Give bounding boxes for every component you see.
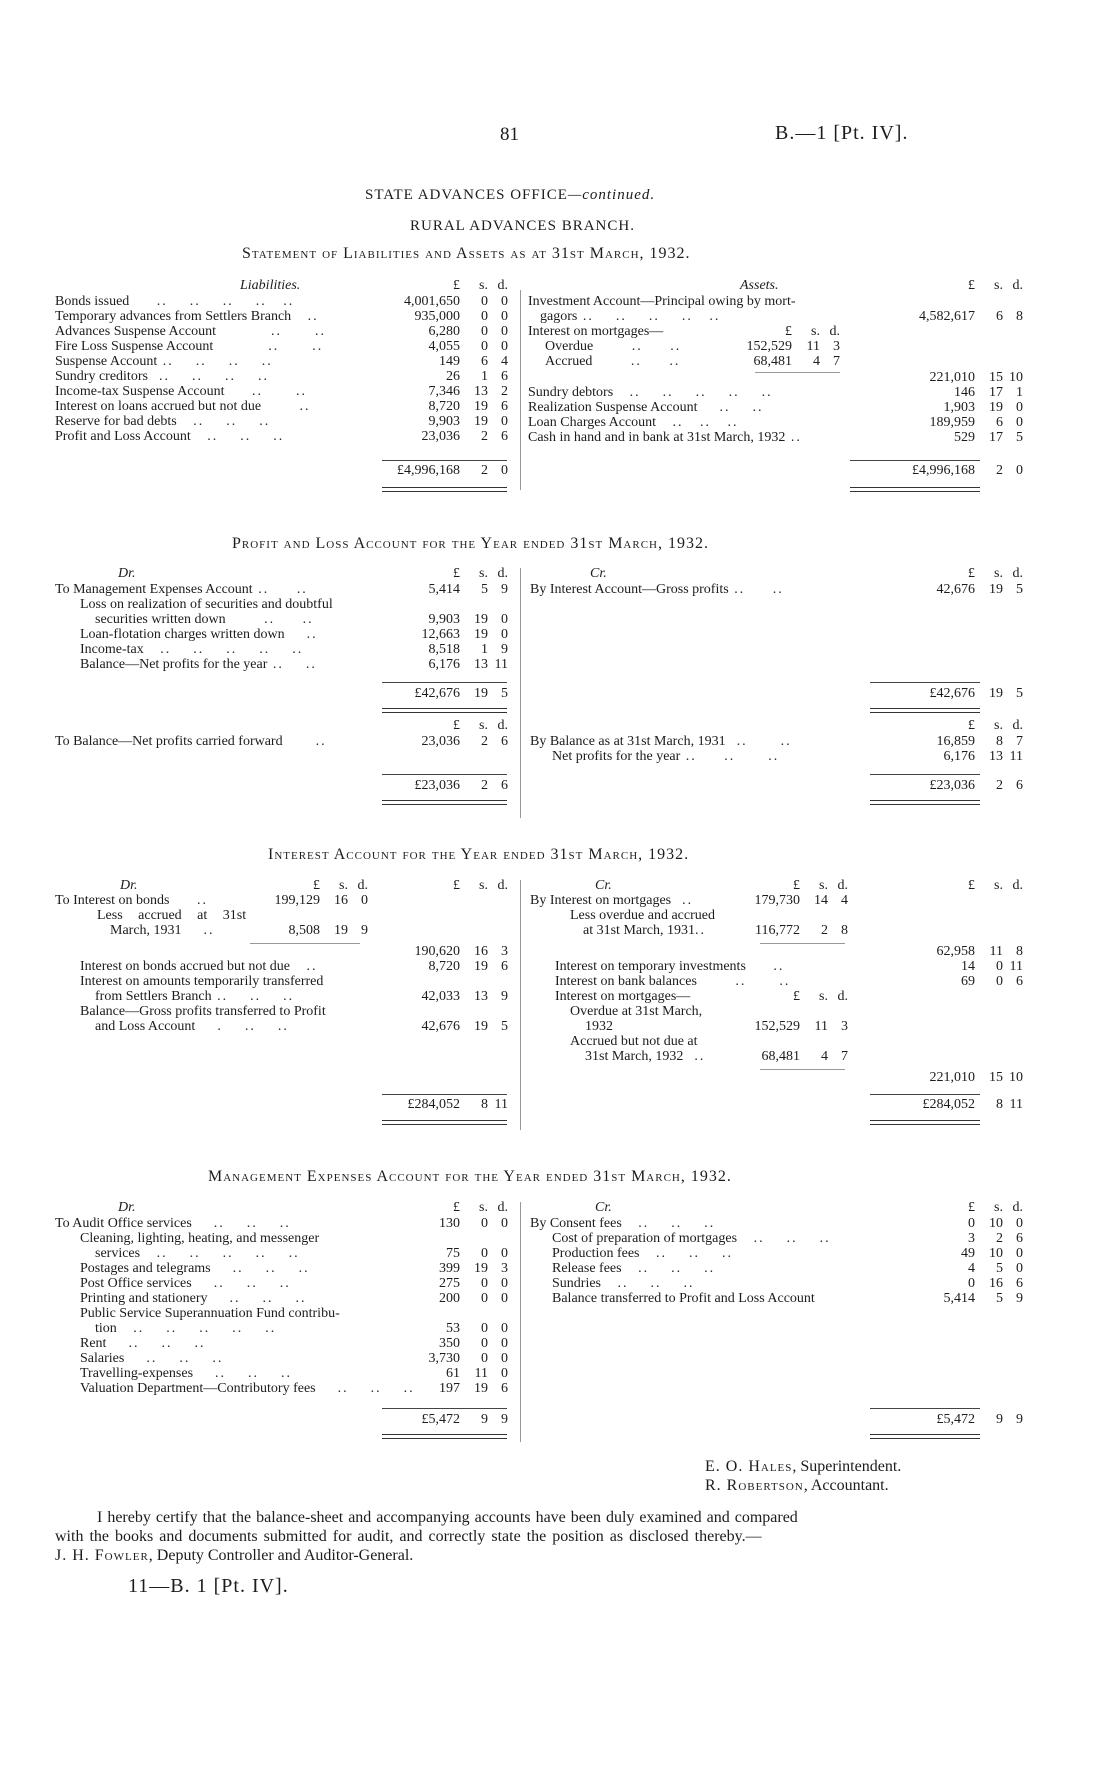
- int-cr-mortgages-amount: 179,730 14 4: [754, 893, 848, 908]
- int-cr-net-amount: 62,958 11 8: [936, 944, 1023, 959]
- mgmt-debit-row-amount: 53 0 0: [446, 1321, 508, 1336]
- liabilities-heading: Liabilities.: [240, 278, 301, 293]
- mgmt-credit-row-label: Production fees .. .. ..: [552, 1246, 733, 1261]
- profit-loss-title: Profit and Loss Account for the Year ended 31st March, 1932.: [232, 535, 709, 552]
- mgmt-credit-row-amount: 5,414 5 9: [943, 1291, 1023, 1306]
- pl-cr-heading: Cr.: [590, 566, 607, 581]
- asset-sundry-amount: 146 17 1: [954, 385, 1023, 400]
- management-account-title: Management Expenses Account for the Year ended 31st March, 1932.: [208, 1168, 732, 1185]
- int-net-bonds-amount: 190,620 16 3: [414, 944, 508, 959]
- int-mort-label: Interest on mortgages—: [555, 989, 691, 1004]
- pl-by-balance-amount: 16,859 8 7: [936, 734, 1023, 749]
- pl-loss-realization-label-1: Loss on realization of securities and doubtful: [80, 597, 333, 612]
- asset-investment-label-2: gagors .. .. .. .. ..: [540, 309, 721, 324]
- certification-line-3: J. H. Fowler, Deputy Controller and Auditor-General.: [55, 1547, 414, 1564]
- int-cr-mortgages-label: By Interest on mortgages ..: [530, 893, 694, 908]
- liability-row-label: Reserve for bad debts .. .. ..: [55, 414, 271, 429]
- pl-total-dr: £42,676 19 5: [414, 686, 508, 701]
- int-bank-label: Interest on bank balances .. ..: [555, 974, 791, 989]
- pl-total-cr: £42,676 19 5: [929, 686, 1023, 701]
- assets-total: £4,996,168 2 0: [912, 463, 1023, 478]
- int-transferred-amount: 42,033 13 9: [421, 989, 508, 1004]
- signature-accountant: R. Robertson, Accountant.: [705, 1477, 889, 1494]
- mgmt-credit-row-label: Balance transferred to Profit and Loss Account: [552, 1291, 815, 1306]
- int-mort-currency-header: £ s. d.: [793, 989, 848, 1004]
- mgmt-dr-currency-header: £ s. d.: [453, 1200, 508, 1215]
- int-less-accrued-label-1: Less accrued at 31st: [97, 908, 247, 923]
- assets-currency-header: £ s. d.: [968, 278, 1023, 293]
- liability-row-amount: 26 1 6: [446, 369, 508, 384]
- pl-by-balance-label: By Balance as at 31st March, 1931 .. ..: [530, 734, 792, 749]
- liability-row-label: Sundry creditors .. .. .. ..: [55, 369, 269, 384]
- mgmt-debit-row-label: Salaries .. .. ..: [80, 1351, 224, 1366]
- pl-total2-cr: £23,036 2 6: [929, 778, 1023, 793]
- signature-superintendent: E. O. Hales, Superintendent.: [705, 1458, 902, 1475]
- pl-income-tax-amount: 8,518 1 9: [428, 642, 508, 657]
- int-cr-less-amount: 116,772 2 8: [755, 923, 848, 938]
- footer-signature-mark: 11—B. 1 [Pt. IV].: [128, 1575, 289, 1597]
- pl-net-profits-year-amount: 6,176 13 11: [943, 749, 1023, 764]
- asset-interest-label: Interest on mortgages—: [528, 324, 664, 339]
- asset-accrued-label: Accrued .. ..: [545, 354, 681, 369]
- mgmt-credit-row-label: Release fees .. .. ..: [552, 1261, 716, 1276]
- int-accrued-not-due-label: Interest on bonds accrued but not due ..: [80, 959, 318, 974]
- int-gross-label-2: and Loss Account . .. ..: [95, 1019, 289, 1034]
- pl-gross-profits-label: By Interest Account—Gross profits .. ..: [530, 582, 784, 597]
- pl-loan-flotation-amount: 12,663 19 0: [421, 627, 508, 642]
- mgmt-debit-row-label: Postages and telegrams .. .. ..: [80, 1261, 310, 1276]
- mgmt-credit-row-amount: 0 16 6: [968, 1276, 1023, 1291]
- int-total-dr: £284,052 8 11: [407, 1097, 508, 1112]
- liability-row-amount: 7,346 13 2: [428, 384, 508, 399]
- int-dr-heading: Dr.: [120, 878, 138, 893]
- mgmt-debit-row-label: Post Office services .. .. ..: [80, 1276, 291, 1291]
- liability-row-amount: 6,280 0 0: [428, 324, 508, 339]
- pl-dr-heading: Dr.: [118, 566, 136, 581]
- liability-row-label: Suspense Account .. .. .. ..: [55, 354, 273, 369]
- mgmt-total-dr: £5,472 9 9: [421, 1412, 508, 1427]
- mgmt-debit-row-label: Printing and stationery .. .. ..: [80, 1291, 307, 1306]
- mgmt-debit-row-amount: 200 0 0: [439, 1291, 508, 1306]
- mgmt-debit-row-amount: 61 11 0: [446, 1366, 508, 1381]
- liabilities-currency-header: £ s. d.: [453, 278, 508, 293]
- mgmt-credit-row-amount: 4 5 0: [968, 1261, 1023, 1276]
- int-cr-less-label-1: Less overdue and accrued: [570, 908, 715, 923]
- mgmt-credit-row-label: By Consent fees .. .. ..: [530, 1216, 716, 1231]
- mgmt-debit-row-amount: 3,730 0 0: [428, 1351, 508, 1366]
- mgmt-debit-row-line1-label: Public Service Superannuation Fund contribu-: [80, 1306, 340, 1321]
- int-dr-inner-currency-header: £ s. d.: [313, 878, 368, 893]
- mgmt-credit-row-label: Sundries .. .. ..: [552, 1276, 695, 1291]
- mgmt-debit-row-line1-label: Cleaning, lighting, heating, and messenger: [80, 1231, 320, 1246]
- mgmt-debit-row-label: tion .. .. .. .. ..: [95, 1321, 277, 1336]
- mgmt-credit-row-amount: 0 10 0: [968, 1216, 1023, 1231]
- int-accrued-label-1: Accrued but not due at: [570, 1034, 698, 1049]
- int-accrued-amount: 68,481 4 7: [761, 1049, 848, 1064]
- interest-account-title: Interest Account for the Year ended 31st March, 1932.: [268, 846, 690, 863]
- int-accrued-label-2: 31st March, 1932 ..: [585, 1049, 706, 1064]
- assets-heading: Assets.: [740, 278, 779, 293]
- mgmt-debit-row-amount: 275 0 0: [439, 1276, 508, 1291]
- int-bonds-label: To Interest on bonds ..: [55, 893, 209, 908]
- mgmt-debit-row-label: Valuation Department—Contributory fees .. .. ..: [80, 1381, 415, 1396]
- mgmt-debit-row-amount: 197 19 6: [439, 1381, 508, 1396]
- mgmt-debit-row-amount: 75 0 0: [446, 1246, 508, 1261]
- liability-row-amount: 935,000 0 0: [414, 309, 508, 324]
- int-transferred-label-2: from Settlers Branch .. .. ..: [95, 989, 295, 1004]
- mgmt-cr-currency-header: £ s. d.: [968, 1200, 1023, 1215]
- int-accrued-not-due-amount: 8,720 19 6: [428, 959, 508, 974]
- int-cr-inner-currency-header: £ s. d.: [793, 878, 848, 893]
- mgmt-debit-row-label: Rent .. .. ..: [80, 1336, 206, 1351]
- int-transferred-label-1: Interest on amounts temporarily transferred: [80, 974, 324, 989]
- int-dr-currency-header: £ s. d.: [453, 878, 508, 893]
- pl-loan-flotation-label: Loan-flotation charges written down ..: [80, 627, 318, 642]
- liability-row-amount: 4,055 0 0: [428, 339, 508, 354]
- asset-loan-charges-label: Loan Charges Account .. .. ..: [528, 415, 739, 430]
- certification-line-2: with the books and documents submitted for audit, and correctly state the position as disclosed thereby.—: [55, 1528, 762, 1545]
- int-temp-inv-amount: 14 0 11: [961, 959, 1023, 974]
- branch-title: RURAL ADVANCES BRANCH.: [410, 218, 635, 234]
- int-less-accrued-label-2: March, 1931 ..: [110, 923, 215, 938]
- asset-investment-amount: 4,582,617 6 8: [919, 309, 1023, 324]
- int-total-cr: £284,052 8 11: [922, 1097, 1023, 1112]
- pl-net-profits-label: Balance—Net profits for the year .. ..: [80, 657, 317, 672]
- mgmt-debit-row-label: services .. .. .. .. ..: [95, 1246, 300, 1261]
- int-gross-label-1: Balance—Gross profits transferred to Profit: [80, 1004, 326, 1019]
- liability-row-amount: 149 6 4: [439, 354, 508, 369]
- page-number: 81: [500, 124, 519, 145]
- asset-overdue-amount: 152,529 11 3: [746, 339, 840, 354]
- pl-gross-profits-amount: 42,676 19 5: [936, 582, 1023, 597]
- mgmt-cr-heading: Cr.: [595, 1200, 612, 1215]
- mgmt-debit-row-label: Travelling-expenses .. .. ..: [80, 1366, 293, 1381]
- asset-overdue-label: Overdue .. ..: [545, 339, 682, 354]
- int-less-accrued-amount: 8,508 19 9: [288, 923, 368, 938]
- liability-row-label: Income-tax Suspense Account .. ..: [55, 384, 308, 399]
- int-overdue-label-2: 1932: [585, 1019, 613, 1034]
- pl-to-balance-label: To Balance—Net profits carried forward ..: [55, 734, 327, 749]
- pl-net-profits-year-label: Net profits for the year .. .. ..: [552, 749, 780, 764]
- pl-management-amount: 5,414 5 9: [428, 582, 508, 597]
- pl-loss-realization-amount: 9,903 19 0: [428, 612, 508, 627]
- int-cr-heading: Cr.: [595, 878, 612, 893]
- mgmt-credit-row-amount: 3 2 6: [968, 1231, 1023, 1246]
- pl-income-tax-label: Income-tax .. .. .. .. ..: [80, 642, 304, 657]
- liability-row-label: Temporary advances from Settlers Branch ..: [55, 309, 319, 324]
- int-bank-amount: 69 0 6: [961, 974, 1023, 989]
- asset-loan-charges-amount: 189,959 6 0: [929, 415, 1023, 430]
- asset-interest-total: 221,010 15 10: [929, 370, 1023, 385]
- liability-row-amount: 23,036 2 6: [421, 429, 508, 444]
- pl-dr-currency-header: £ s. d.: [453, 566, 508, 581]
- int-overdue-label-1: Overdue at 31st March,: [570, 1004, 703, 1019]
- mgmt-credit-row-label: Cost of preparation of mortgages .. .. ..: [552, 1231, 831, 1246]
- int-bonds-amount: 199,129 16 0: [274, 893, 368, 908]
- liability-row-label: Profit and Loss Account .. .. ..: [55, 429, 285, 444]
- mgmt-debit-row-amount: 130 0 0: [439, 1216, 508, 1231]
- asset-accrued-amount: 68,481 4 7: [753, 354, 840, 369]
- liability-row-label: Interest on loans accrued but not due ..: [55, 399, 311, 414]
- pl-management-label: To Management Expenses Account .. ..: [55, 582, 308, 597]
- int-overdue-amount: 152,529 11 3: [754, 1019, 848, 1034]
- int-cr-less-label-2: at 31st March, 1931..: [583, 923, 706, 938]
- mgmt-debit-row-amount: 350 0 0: [439, 1336, 508, 1351]
- int-cr-currency-header: £ s. d.: [968, 878, 1023, 893]
- liabilities-total: £4,996,168 2 0: [397, 463, 508, 478]
- liability-row-amount: 9,903 19 0: [428, 414, 508, 429]
- document-reference: B.—1 [Pt. IV].: [775, 122, 909, 144]
- asset-sundry-label: Sundry debtors .. .. .. .. ..: [528, 385, 773, 400]
- int-gross-amount: 42,676 19 5: [421, 1019, 508, 1034]
- pl-total2-dr: £23,036 2 6: [414, 778, 508, 793]
- mgmt-dr-heading: Dr.: [118, 1200, 136, 1215]
- liability-row-amount: 4,001,650 0 0: [404, 294, 508, 309]
- liability-row-label: Bonds issued .. .. .. .. ..: [55, 294, 295, 309]
- pl-cr-currency-header-2: £ s. d.: [968, 718, 1023, 733]
- asset-realization-label: Realization Suspense Account .. ..: [528, 400, 764, 415]
- pl-loss-realization-label-2: securities written down .. ..: [95, 612, 314, 627]
- mgmt-total-cr: £5,472 9 9: [936, 1412, 1023, 1427]
- balance-sheet-title: Statement of Liabilities and Assets as at 31st March, 1932.: [242, 245, 691, 262]
- asset-cash-amount: 529 17 5: [954, 430, 1023, 445]
- asset-interest-currency-header: £ s. d.: [785, 324, 840, 339]
- mgmt-debit-row-amount: 399 19 3: [439, 1261, 508, 1276]
- pl-net-profits-amount: 6,176 13 11: [428, 657, 508, 672]
- pl-cr-currency-header: £ s. d.: [968, 566, 1023, 581]
- liability-row-label: Advances Suspense Account .. ..: [55, 324, 326, 339]
- asset-realization-amount: 1,903 19 0: [943, 400, 1023, 415]
- int-temp-inv-label: Interest on temporary investments ..: [555, 959, 785, 974]
- asset-investment-label-1: Investment Account—Principal owing by mort-: [528, 294, 796, 309]
- mgmt-debit-row-label: To Audit Office services .. .. ..: [55, 1216, 291, 1231]
- office-title: STATE ADVANCES OFFICE—continued.: [365, 187, 656, 203]
- certification-line-1: I hereby certify that the balance-sheet and accompanying accounts have been duly examined and compared: [97, 1509, 798, 1526]
- asset-cash-label: Cash in hand and in bank at 31st March, 1932 ..: [528, 430, 802, 445]
- mgmt-credit-row-amount: 49 10 0: [961, 1246, 1023, 1261]
- pl-to-balance-amount: 23,036 2 6: [421, 734, 508, 749]
- int-mort-total-amount: 221,010 15 10: [929, 1070, 1023, 1085]
- liability-row-amount: 8,720 19 6: [428, 399, 508, 414]
- pl-dr-currency-header-2: £ s. d.: [453, 718, 508, 733]
- liability-row-label: Fire Loss Suspense Account .. ..: [55, 339, 324, 354]
